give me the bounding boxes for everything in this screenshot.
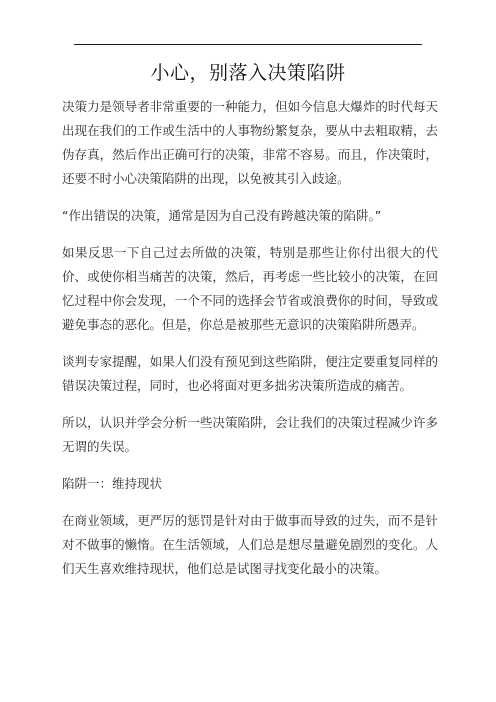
paragraph-reflection: 如果反思一下自己过去所做的决策，特别是那些让你付出很大的代价、或使你相当痛苦的决策，然后，再考虑一些比较小的决策，在回忆过程中你会发现，一个不同的选择会节省或浪费你的时间，导致或避免事态的恶化。但是，你总是被那些无意识的决策陷阱所愚弄。 <box>62 245 438 332</box>
document-title: 小心，别落入决策陷阱 <box>150 62 346 84</box>
paragraph-expert-reminder: 谈判专家提醒，如果人们没有预见到这些陷阱，便注定要重复同样的错误决策过程，同时，也必将面对更多拙劣决策所造成的痛苦。 <box>62 354 438 393</box>
paragraph-quote: “作出错误的决策，通常是因为自己没有跨越决策的陷阱。” <box>62 208 382 223</box>
paragraph-intro: 决策力是领导者非常重要的一种能力，但如今信息大爆炸的时代每天出现在我们的工作或生活中的人事物纷繁复杂，要从中去粗取精，去伪存真，然后作出正确可行的决策，非常不容易。而且，作决策时，还要不时小心决策陷阱的出现，以免被其引入歧途。 <box>62 99 438 186</box>
document-body <box>62 95 438 594</box>
header-rule <box>74 44 422 45</box>
paragraph-section: 在商业领域，更严厉的惩罚是针对由于做事而导致的过失，而不是针对不做事的懒惰。在生活领域，人们总是想尽量避免剧烈的变化。人们天生喜欢维持现状，他们总是试图寻找变化最小的决策。 <box>62 513 438 576</box>
section-heading: 陷阱一：维持现状 <box>62 476 163 491</box>
paragraph-conclusion: 所以，认识并学会分析一些决策陷阱，会让我们的决策过程减少许多无谓的失误。 <box>62 415 438 454</box>
